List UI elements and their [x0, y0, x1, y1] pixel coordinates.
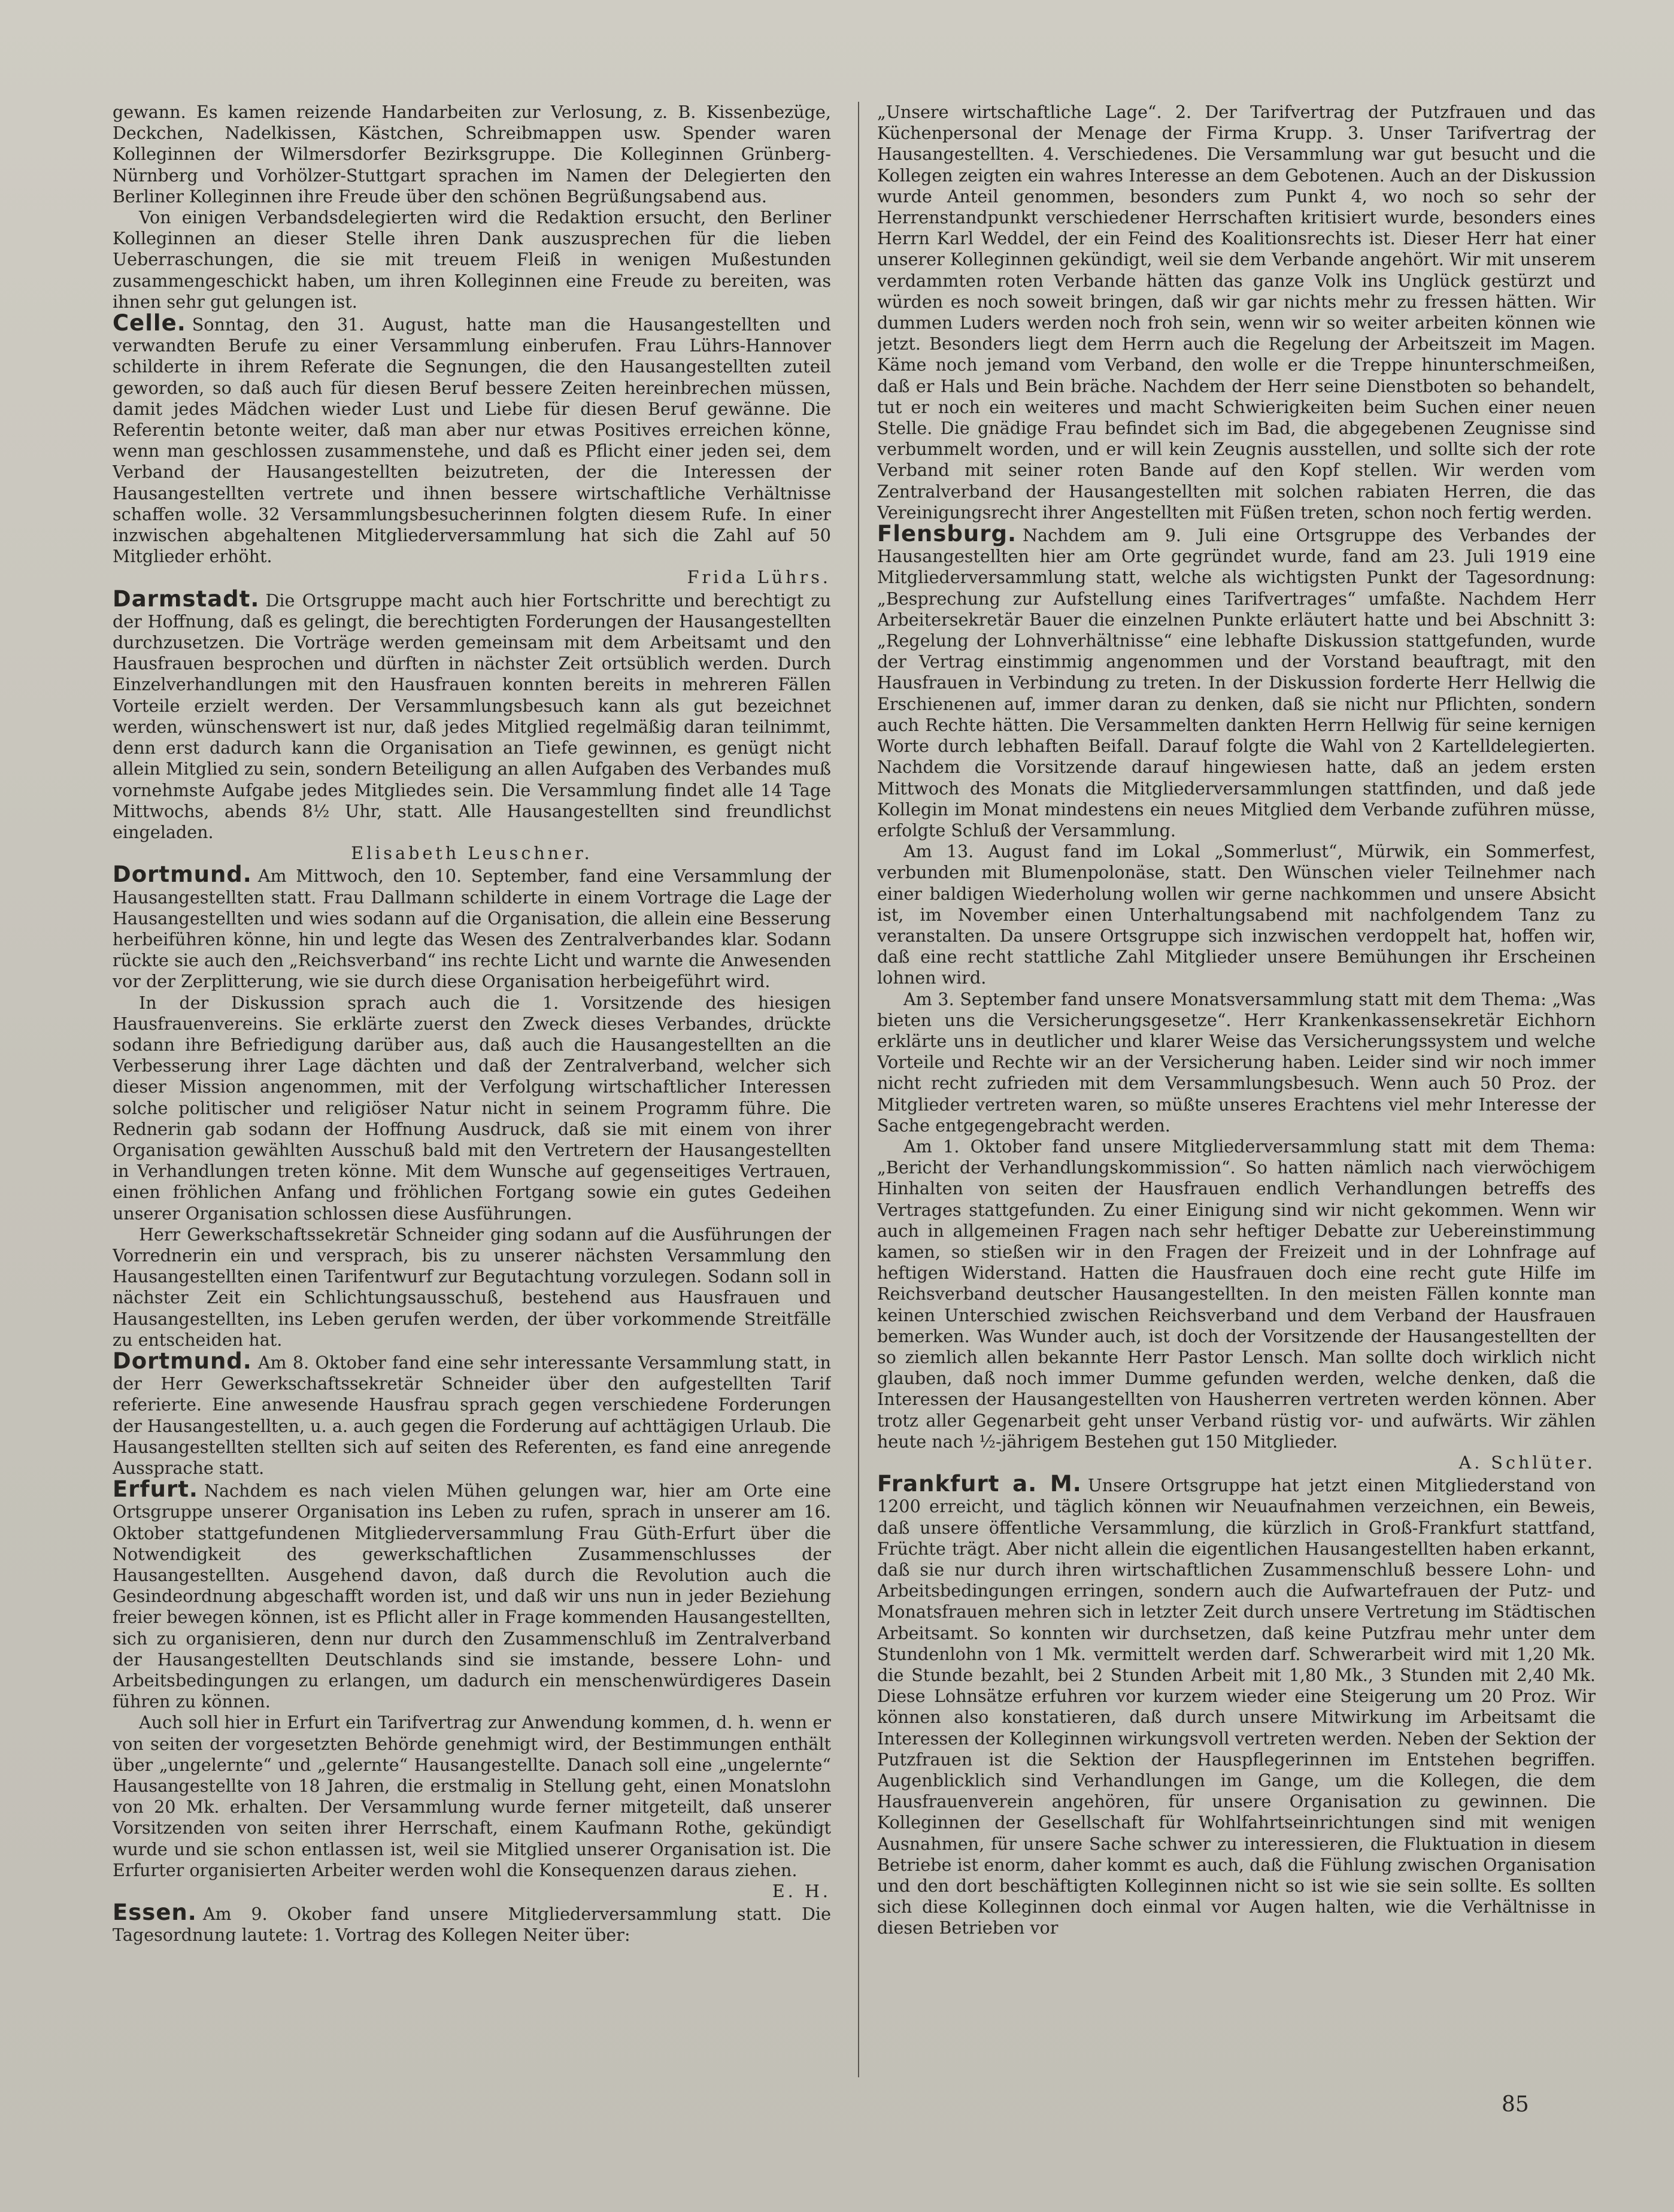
- paragraph: Von einigen Verbandsdelegierten wird die Redaktion ersucht, den Berliner Kolleginnen an dieser Stelle ihren Dank auszusprechen für die lieben Ueberraschungen, die sie mit treuem Fleiß in wenigen Mußestunden zusammengeschickt haben, um ihren Kolleginnen eine Freude zu bereiten, was ihnen sehr gut gelungen ist.: [113, 207, 831, 312]
- report-dortmund: [113, 861, 831, 992]
- section-text: Am 1. Oktober fand unsere Mitgliederversammlung statt mit dem Thema: „Bericht der Verhandlungskommission“. So hatten nämlich nach vierwöchigem Hinhalten von seiten der Hausfrauen endlich Verhandlungen betreffs des Vertrages stattgefunden. Zu einer Einigung sind wir nicht gekommen. Wenn wir auch in allgemeinen Fragen nach sehr heftiger Debatte zur Uebereinstimmung kamen, so stießen wir in den Fragen der Freizeit und in der Lohnfrage auf heftigen Widerstand. Hatten die Hausfrauen doch eine recht gute Hilfe im Reichsverband deutscher Hausangestellten. In den meisten Fällen konnte man keinen Unterschied zwischen Reichsverband und dem Verband der Hausfrauen bemerken. Was Wunder auch, ist doch der Vorsitzende der Hausangestellten der so ziemlich allen bekannte Herr Pastor Lensch. Man sollte doch wirklich nicht glauben, daß noch immer Dumme gefunden werden, welche denken, daß die Interessen der Hausangestellten von Hausherren vertreten werden können. Aber trotz aller Gegenarbeit geht unser Verband rüstig vor- und aufwärts. Wir zählen heute nach ½-jährigem Bestehen gut 150 Mitglieder.: [877, 1136, 1596, 1452]
- section-text: Nachdem am 9. Juli eine Ortsgruppe des Verbandes der Hausangestellten hier am Orte gegründet wurde, fand am 23. Juli 1919 eine Mitgliederversammlung statt, welche als wichtigsten Punkt der Tagesordnung: „Besprechung zur Aufstellung eines Tarifvertrages“ umfaßte. Nachdem Herr Arbeitersekretär Bauer die einzelnen Punkte erläutert hatte und bei Abschnitt 3: „Regelung der Lohnverhältnisse“ eine lebhafte Diskussion stattgefunden, wurde der Vertrag einstimmig angenommen und der Vorstand beauftragt, mit den Hausfrauen in Verbindung zu treten. In der Diskussion forderte Herr Hellwig die Erschienenen auf, immer daran zu denken, daß sie nicht nur Pflichten, sondern auch Rechte hätten. Die Versammelten dankten Herrn Hellwig für seine kernigen Worte durch lebhaften Beifall. Darauf folgte die Wahl von 2 Kartelldelegierten. Nachdem die Vorsitzende darauf hingewiesen hatte, daß an jedem ersten Mittwoch des Monats die Mitgliederversammlungen stattfinden, und daß jede Kollegin im Monat mindestens ein neues Mitglied dem Verbande zuführen müsse, erfolgte Schluß der Versammlung.: [877, 525, 1596, 841]
- paragraph: gewann. Es kamen reizende Handarbeiten zur Verlosung, z. B. Kissenbezüge, Deckchen, Nadelkissen, Kästchen, Schreibmappen usw. Spender waren Kolleginnen der Wilmersdorfer Bezirksgruppe. Die Kolleginnen Grünberg-Nürnberg und Vorhölzer-Stuttgart sprachen im Namen der Delegierten den Berliner Kolleginnen ihre Freude über den schönen Begrüßungsabend aus.: [113, 102, 831, 207]
- paragraph: [877, 1136, 1596, 1473]
- section-text: Nachdem es nach vielen Mühen gelungen war, hier am Orte eine Ortsgruppe unserer Organisation ins Leben zu rufen, sprach in unserer am 16. Oktober stattgefundenen Mitgliederversammlung Frau Güth-Erfurt über die Notwendigkeit des gewerkschaftlichen Zusammenschlusses der Hausangestellten. Ausgehend davon, daß durch die Revolution auch die Gesindeordnung abgeschafft worden ist, und daß wir uns nun in jeder Beziehung freier bewegen können, ist es Pflicht aller in Frage kommenden Hausangestellten, sich zu organisieren, denn nur durch den Zusammenschluß im Zentralverband der Hausangestellten Deutschlands sind sie imstande, bessere Lohn- und Arbeitsbedingungen zu erlangen, um dadurch ein menschenwürdigeres Dasein führen zu können.: [113, 1480, 831, 1712]
- paragraph: In der Diskussion sprach auch die 1. Vorsitzende des hiesigen Hausfrauenvereins. Sie erklärte zuerst den Zweck dieses Verbandes, drückte sodann ihre Befriedigung darüber aus, daß auch die Hausangestellten an die Verbesserung ihrer Lage dächten und daß der Zentralverband, welcher sich dieser Mission angenommen, mit der Verfolgung wirtschaftlicher Interessen solche politischer und religiöser Natur nicht in seinem Programm führe. Die Rednerin gab sodann der Hoffnung Ausdruck, daß sie mit einem von ihrer Organisation gewählten Ausschuß bald mit den Vertretern der Hausangestellten in Verhandlungen treten könne. Mit dem Wunsche auf gegenseitiges Vertrauen, einen fröhlichen Anfang und fröhlichen Fortgang sowie ein gutes Gedeihen unserer Organisation schlossen diese Ausführungen.: [113, 992, 831, 1224]
- section-text: Sonntag, den 31. August, hatte man die Hausangestellten und verwandten Berufe zu einer Versammlung einberufen. Frau Lührs-Hannover schilderte in ihrem Referate die Segnungen, die den Hausangestellten zuteil geworden, so daß auch für diesen Beruf bessere Zeiten hereinbrechen müssen, damit jedes Mädchen wieder Lust und Liebe für diesen Beruf gewänne. Die Referentin betonte weiter, daß man aber nur etwas Positives erreichen könne, wenn man geschlossen zusammenstehe, und daß es Pflicht einer jeden sei, dem Verband der Hausangestellten beizutreten, der die Interessen der Hausangestellten vertrete und ihnen bessere wirtschaftliche Verhältnisse schaffen wolle. 32 Versammlungsbesucherinnen folgten diesem Rufe. In einer inzwischen abgehaltenen Mitgliederversammlung hat sich die Zahl auf 50 Mitglieder erhöht.: [113, 314, 831, 567]
- paragraph: „Unsere wirtschaftliche Lage“. 2. Der Tarifvertrag der Putzfrauen und das Küchenpersonal der Menage der Firma Krupp. 3. Unser Tarifvertrag der Hausangestellten. 4. Verschiedenes. Die Versammlung war gut besucht und die Kollegen zeigten ein wahres Interesse an dem Gebotenen. Auch an der Diskussion wurde Anteil genommen, besonders zum Punkt 4, wo noch so sehr der Herrenstandpunkt verschiedener Herrschaften kritisiert wurde, besonders eines Herrn Karl Weddel, der ein Feind des Koalitionsrechts ist. Dieser Herr hat einer unserer Kolleginnen gekündigt, weil sie dem Verbande angehört. Wir mit unserem verdammten roten Verbande hätten das ganze Volk ins Unglück gestürzt und würden es noch soweit bringen, daß wir gar nichts mehr zu fressen hätten. Wir dummen Luders werden noch froh sein, wenn wir so weiter arbeiten können wie jetzt. Besonders liegt dem Herrn auch die Regelung der Arbeitszeit im Magen. Käme noch jemand vom Verband, den wolle er die Treppe hinunterschmeißen, daß er Hals und Bein bräche. Nachdem der Herr seine Dienstboten so behandelt, tut er noch ein weiteres und macht Schwierigkeiten beim Suchen einer neuen Stelle. Die gnädige Frau befindet sich im Bad, die abgegebenen Zeugnisse sind verbummelt worden, und er will kein Zeugnis ausstellen, und sollte sich der rote Verband mit seiner roten Bande auf den Kopf stellen. Wir werden vom Zentralverband der Hausangestellten mit solchen rabiaten Herren, die das Vereinigungsrecht ihrer Angestellten mit Füßen treten, schon noch fertig werden.: [877, 102, 1596, 523]
- section-heading: Dortmund.: [113, 1348, 252, 1374]
- right-column: [877, 102, 1596, 2149]
- section-text: Am 9. Okober fand unsere Mitgliederversammlung statt. Die Tagesordnung lautete: 1. Vortrag des Kollegen Neiter über:: [113, 1904, 831, 1946]
- section-heading: Darmstadt.: [113, 585, 260, 612]
- section-heading: Flensburg.: [877, 521, 1017, 547]
- section-heading: Frankfurt a. M.: [877, 1471, 1082, 1497]
- paragraph: Am 13. August fand im Lokal „Sommerlust“, Mürwik, ein Sommerfest, verbunden mit Blumenpolonäse, statt. Den Wünschen vieler Teilnehmer nach einer baldigen Wiederholung wollen wir gerne nachkommen und unsere Absicht ist, im November einen Unterhaltungsabend mit nachfolgendem Tanz zu veranstalten. Da unsere Ortsgruppe sich inzwischen verdoppelt hat, hoffen wir, daß eine recht stattliche Zahl Mitglieder unsere Bemühungen ihr Erscheinen lohnen wird.: [877, 841, 1596, 988]
- report-dortmund-2: [113, 1348, 831, 1479]
- report-darmstadt: [113, 585, 831, 864]
- page-number: 85: [1502, 2092, 1529, 2117]
- report-essen: [113, 1902, 831, 1946]
- signature: Elisabeth Leuschner.: [351, 843, 593, 864]
- report-flensburg: [877, 523, 1596, 841]
- section-heading: Erfurt.: [113, 1476, 198, 1503]
- section-text: Auch soll hier in Erfurt ein Tarifvertrag zur Anwendung kommen, d. h. wenn er von seiten der vorgesetzten Behörde genehmigt wird, der Bestimmungen enthält über „ungelernte“ und „gelernte“ Hausangestellte. Danach soll eine „ungelernte“ Hausangestellte von 18 Jahren, die erstmalig in Stellung geht, einen Monatslohn von 20 Mk. erhalten. Der Versammlung wurde ferner mitgeteilt, daß unserer Vorsitzenden von seiten ihrer Herrschaft, einem Kaufmann Rothe, gekündigt wurde und sie schon entlassen ist, weil sie Mitglied unserer Organisation ist. Die Erfurter organisierten Arbeiter werden wohl die Konsequenzen daraus ziehen.: [113, 1712, 831, 1880]
- section-heading: Celle.: [113, 310, 186, 336]
- signature: E. H.: [772, 1881, 831, 1902]
- left-column: [113, 102, 831, 2149]
- section-text: Am 8. Oktober fand eine sehr interessante Versammlung statt, in der Herr Gewerkschaftssekretär Schneider über den aufgestellten Tarif referierte. Eine anwesende Hausfrau sprach gegen verschiedene Forderungen der Hausangestellten, u. a. auch gegen die Forderung auf achttägigen Urlaub. Die Hausangestellten stellten sich auf seiten des Referenten, es fand eine anregende Aussprache statt.: [113, 1352, 831, 1478]
- paragraph: Am 3. September fand unsere Monatsversammlung statt mit dem Thema: „Was bieten uns die Versicherungsgesetze“. Herr Krankenkassensekretär Eichhorn erklärte uns in deutlicher und klarer Weise das Versicherungssystem und welche Vorteile und Rechte wir an der Versicherung haben. Leider sind wir noch immer nicht recht zufrieden mit dem Versammlungsbesuch. Wenn auch 50 Proz. der Mitglieder vertreten waren, so müßte unseres Erachtens viel mehr Interesse der Sache entgegengebracht werden.: [877, 988, 1596, 1136]
- signature: A. Schlüter.: [1458, 1452, 1596, 1473]
- section-text: Am Mittwoch, den 10. September, fand eine Versammlung der Hausangestellten statt. Frau Dallmann schilderte in einem Vortrage die Lage der Hausangestellten und wies sodann auf die Organisation, die allein eine Besserung herbeiführen könne, hin und legte das Wesen des Zentralverbandes klar. Sodann rückte sie auch den „Reichsverband“ ins rechte Licht und warnte die Anwesenden vor der Zerplitterung, wie sie durch diese Organisation herbeigeführt wird.: [113, 866, 831, 992]
- report-frankfurt: [877, 1473, 1596, 1938]
- section-heading: Dortmund.: [113, 861, 252, 888]
- paragraph: [113, 1712, 831, 1902]
- report-erfurt: [113, 1476, 831, 1712]
- signature: Frida Lührs.: [687, 567, 831, 588]
- column-divider: [858, 102, 859, 2077]
- section-text: Die Ortsgruppe macht auch hier Fortschritte und berechtigt zu der Hoffnung, daß es gelingt, die berechtigten Forderungen der Hausangestellten durchzusetzen. Die Vorträge werden gemeinsam mit dem Arbeitsamt und den Hausfrauen besprochen und dürften in nächster Zeit ortsüblich werden. Durch Einzelverhandlungen mit den Hausfrauen konnten bereits in mehreren Fällen Vorteile erzielt werden. Der Versammlungsbesuch kann als gut bezeichnet werden, wünschenswert ist nur, daß jedes Mitglied regelmäßig daran teilnimmt, denn erst dadurch kann die Organisation an Tiefe gewinnen, es genügt nicht allein Mitglied zu sein, sondern Beteiligung an allen Aufgaben des Verbandes muß vornehmste Aufgabe jedes Mitgliedes sein. Die Versammlung findet alle 14 Tage Mittwochs, abends 8½ Uhr, statt. Alle Hausangestellten sind freundlichst eingeladen.: [113, 590, 831, 842]
- paragraph: Herr Gewerkschaftssekretär Schneider ging sodann auf die Ausführungen der Vorrednerin ein und versprach, bis zu unserer nächsten Versammlung den Hausangestellten einen Tarifentwurf zur Begutachtung vorzulegen. Sodann soll in nächster Zeit ein Schlichtungsausschuß, bestehend aus Hausfrauen und Hausangestellten, ins Leben gerufen werden, der über vorkommende Streitfälle zu entscheiden hat.: [113, 1224, 831, 1350]
- section-heading: Essen.: [113, 1900, 197, 1926]
- report-celle: [113, 312, 831, 588]
- section-text: Unsere Ortsgruppe hat jetzt einen Mitgliederstand von 1200 erreicht, und täglich können wir Neuaufnahmen verzeichnen, ein Beweis, daß unsere öffentliche Versammlung, die kürzlich in Groß-Frankfurt stattfand, Früchte trägt. Aber nicht allein die eigentlichen Hausangestellten haben erkannt, daß sie nur durch ihren wirtschaftlichen Zusammenschluß bessere Lohn- und Arbeitsbedingungen erringen, sondern auch die Aufwartefrauen der Putz- und Monatsfrauen mehren sich in letzter Zeit durch unsere Vertretung im Städtischen Arbeitsamt. So konnten wir durchsetzen, daß keine Putzfrau mehr unter dem Stundenlohn von 1 Mk. vermittelt werden darf. Schwerarbeit wird mit 1,20 Mk. die Stunde bezahlt, bei 2 Stunden Arbeit mit 1,80 Mk., 3 Stunden mit 2,40 Mk. Diese Lohnsätze erfuhren vor kurzem wieder eine Steigerung um 20 Proz. Wir können also konstatieren, daß durch unsere Mitwirkung im Arbeitsamt die Interessen der Kolleginnen wirkungsvoll vertreten werden. Neben der Sektion der Putzfrauen ist die Sektion der Hauspflegerinnen im Entstehen begriffen. Augenblicklich sind Verhandlungen im Gange, um die Kollegen, die dem Hausfrauenverein angehören, für unsere Organisation zu gewinnen. Die Kolleginnen der Gesellschaft für Wohlfahrtseinrichtungen sind mit wenigen Ausnahmen, für unsere Sache schwer zu interessieren, die Fluktuation in diesem Betriebe ist enorm, daher kommt es auch, daß die Fühlung zwischen Organisation und den dort beschäftigten Kolleginnen nicht so ist wie sie sein sollte. Es sollten sich diese Kolleginnen doch einmal vor Augen halten, wie die Verhältnisse in diesen Betrieben vor: [877, 1475, 1596, 1938]
